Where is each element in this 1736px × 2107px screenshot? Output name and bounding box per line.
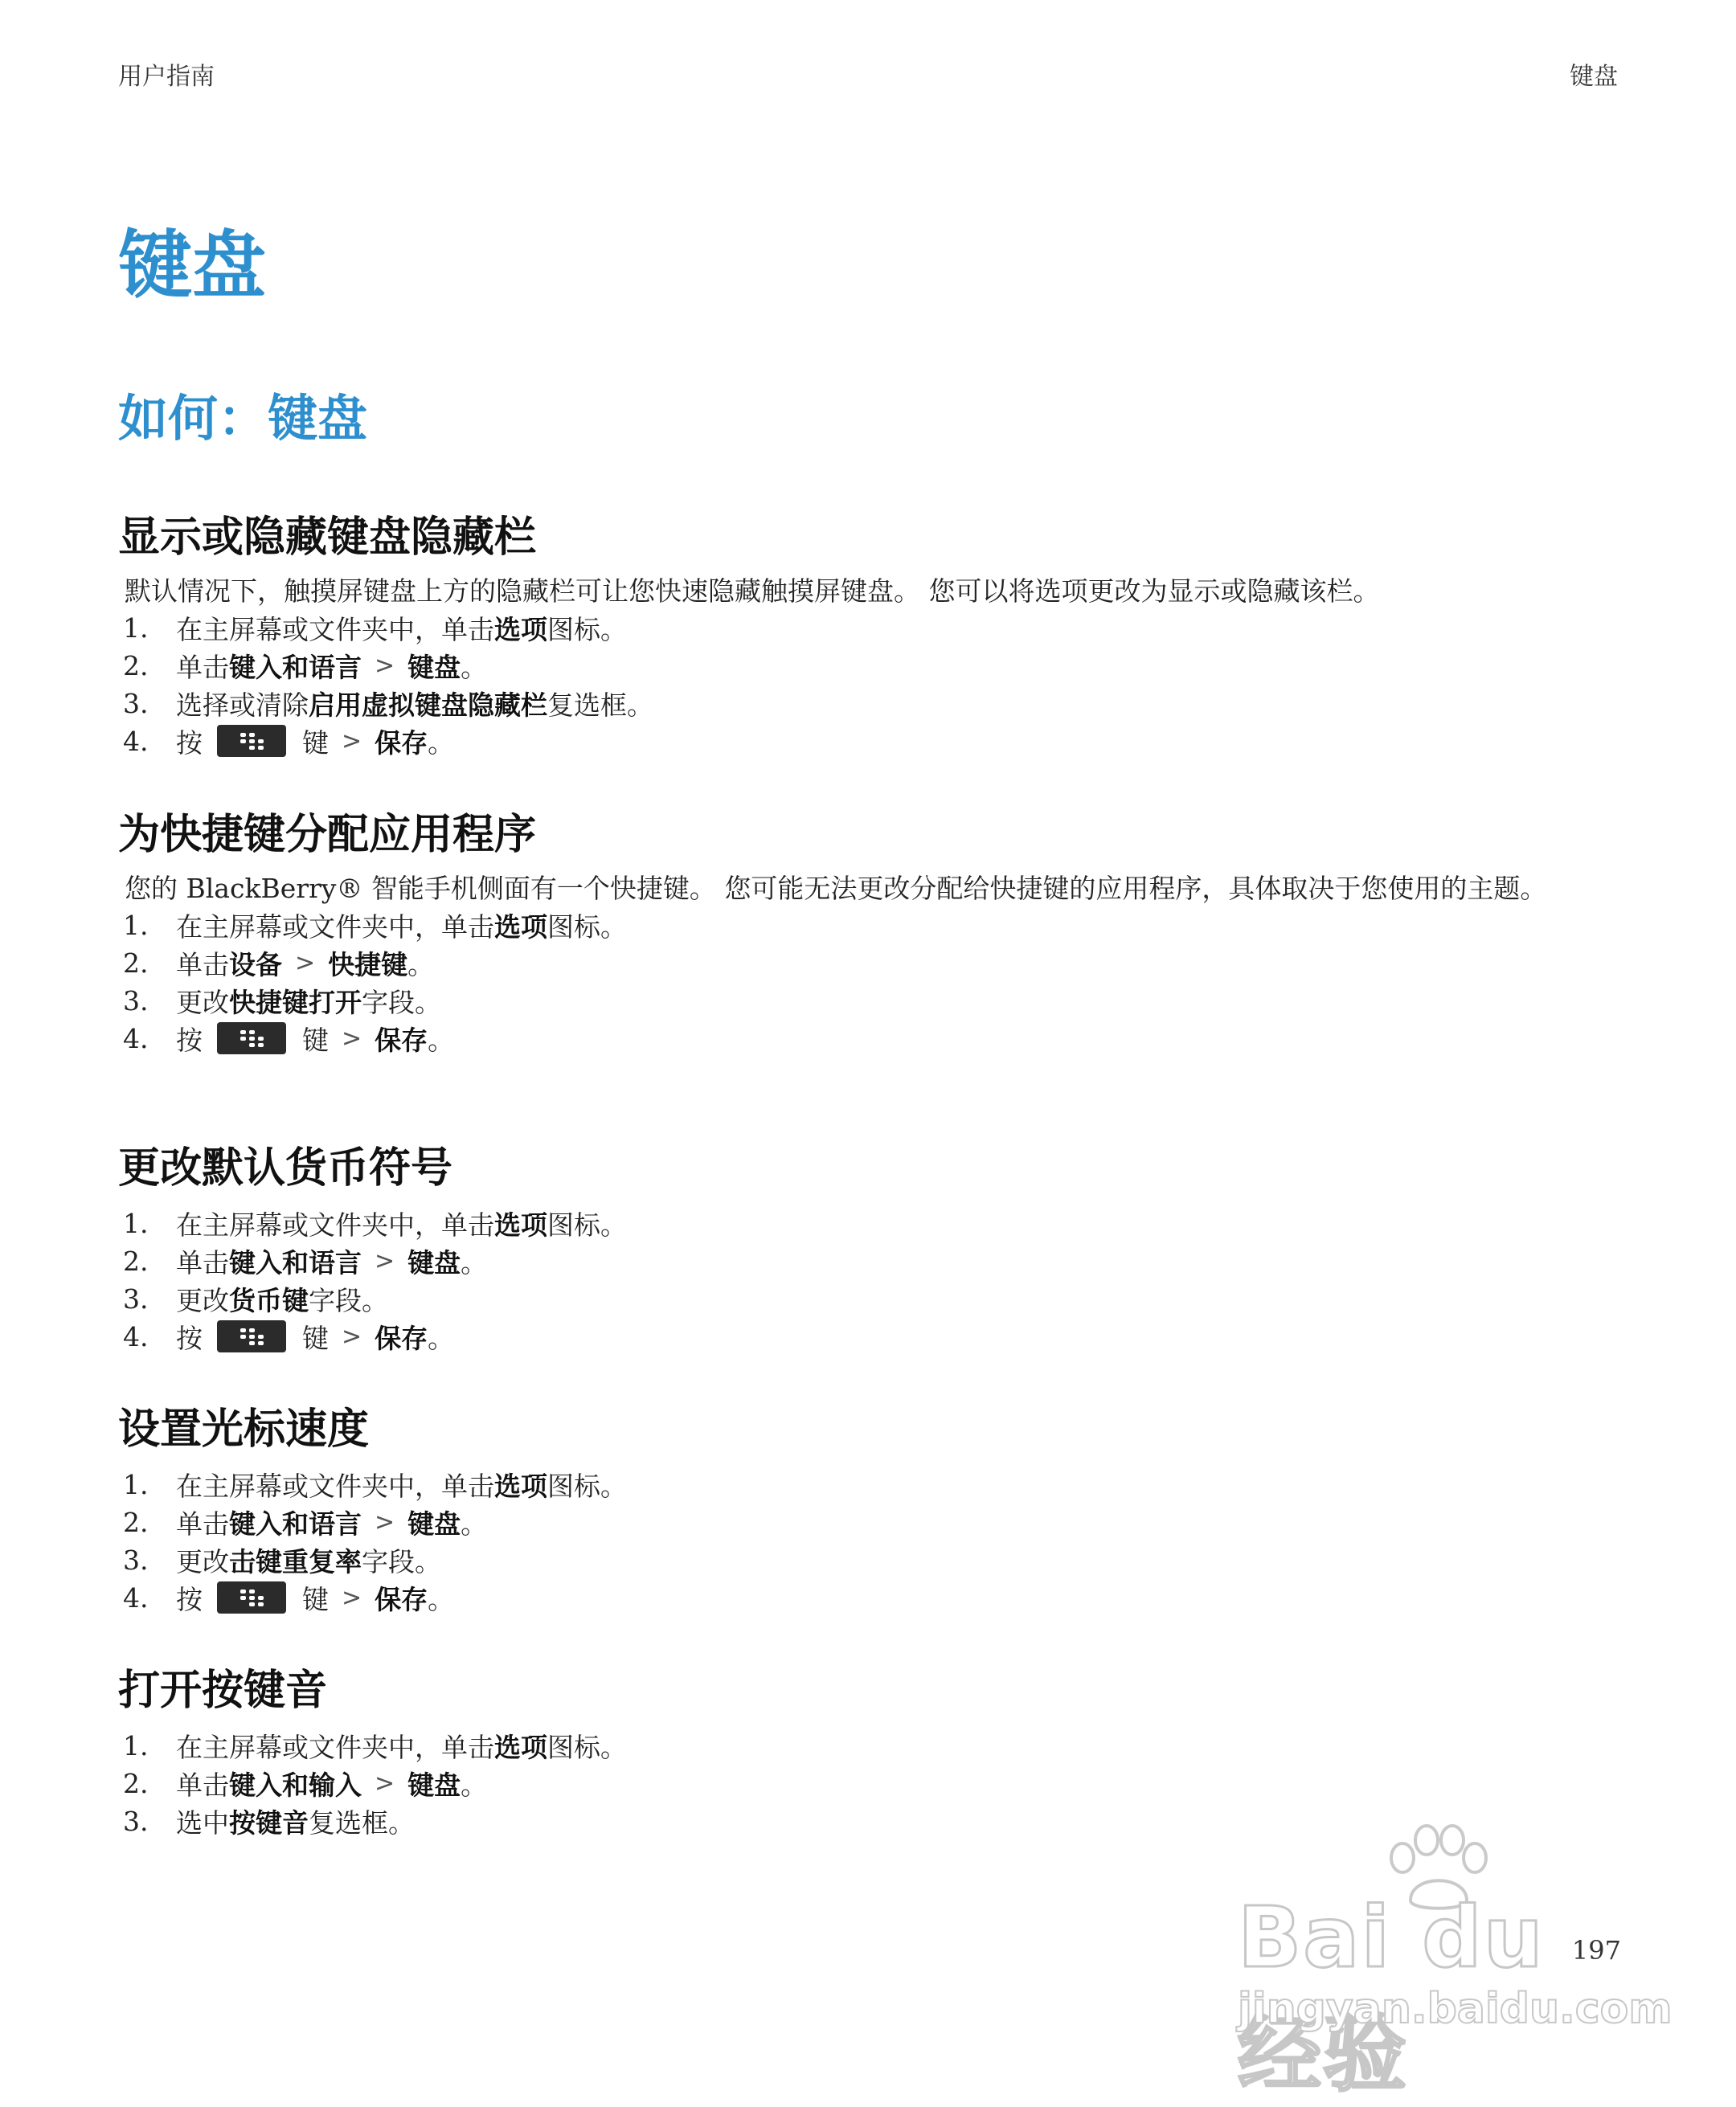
header-chapter: 键盘 [1570, 63, 1618, 91]
step-number: 3. [123, 1544, 149, 1576]
step-number: 1. [123, 1468, 149, 1500]
step-text: 更改 [176, 1284, 229, 1316]
step-text: 。 [428, 1583, 455, 1615]
step-number: 1. [123, 909, 149, 941]
step-item [118, 944, 1621, 982]
step-number: 4. [123, 1022, 149, 1054]
step-number: 3. [123, 1805, 149, 1837]
ui-term: 键盘 [407, 651, 461, 683]
step-text: 字段。 [362, 1545, 441, 1577]
watermark-url: jingyan.baidu.com [1238, 1985, 1673, 2033]
section-title: 如何：键盘 [118, 389, 368, 448]
chevron-right-icon: > [375, 1246, 395, 1275]
step-item [118, 1020, 1621, 1058]
running-header [118, 56, 1618, 92]
chevron-right-icon: > [375, 1769, 395, 1798]
step-text: 更改 [176, 986, 229, 1018]
topic-key-tone [118, 1667, 1621, 1840]
step-text: 单击 [176, 1769, 229, 1801]
step-text: 图标。 [547, 910, 627, 943]
ui-term: 保存 [375, 726, 428, 759]
step-text: 复选框。 [547, 689, 653, 721]
step-text: 单击 [176, 948, 229, 980]
ui-term: 键盘 [407, 1769, 461, 1801]
step-text: 在主屏幕或文件夹中，单击 [176, 1731, 494, 1763]
step-number: 2. [123, 649, 149, 681]
ui-term: 键入和语言 [229, 1246, 362, 1279]
blackberry-menu-key-icon [217, 1581, 286, 1614]
step-text: 图标。 [547, 613, 627, 645]
step-item [118, 982, 1621, 1020]
step-number: 4. [123, 725, 149, 757]
ui-term: 键入和语言 [229, 1508, 362, 1540]
blackberry-menu-key-icon [217, 725, 286, 757]
ui-term: 选项 [494, 613, 547, 645]
step-text: 复选框。 [309, 1806, 415, 1839]
ui-term: 按键音 [229, 1806, 309, 1839]
ui-term: 保存 [375, 1583, 428, 1615]
step-text: 按 [176, 1583, 203, 1615]
ui-term: 保存 [375, 1322, 428, 1354]
step-item [118, 1579, 1621, 1617]
step-list [118, 906, 1621, 1058]
topic-intro: 您的 BlackBerry® 智能手机侧面有一个快捷键。 您可能无法更改分配给快捷键的应用程序，具体取决于您使用的主题。 [125, 872, 1547, 904]
step-text: 按 [176, 1322, 203, 1354]
step-text: 。 [407, 948, 435, 980]
step-item [118, 1727, 1621, 1765]
chevron-right-icon: > [375, 1508, 395, 1536]
chevron-right-icon: > [342, 726, 362, 755]
chevron-right-icon: > [342, 1583, 362, 1612]
step-text: 。 [428, 1322, 455, 1354]
topic-intro: 默认情况下，触摸屏键盘上方的隐藏栏可让您快速隐藏触摸屏键盘。 您可以将选项更改为显示或隐藏该栏。 [125, 575, 1380, 607]
step-text: 更改 [176, 1545, 229, 1577]
step-item [118, 1205, 1621, 1242]
step-number: 1. [123, 612, 149, 644]
ui-term: 快捷键 [328, 948, 408, 980]
step-number: 3. [123, 1283, 149, 1315]
ui-term: 启用虚拟键盘隐藏栏 [309, 689, 547, 721]
step-number: 2. [123, 1245, 149, 1277]
chevron-right-icon: > [342, 1322, 362, 1351]
step-list [118, 609, 1621, 760]
step-item [118, 1466, 1621, 1504]
ui-term: 货币键 [229, 1284, 309, 1316]
step-text: 字段。 [362, 986, 441, 1018]
step-text: 在主屏幕或文件夹中，单击 [176, 910, 494, 943]
topic-title: 更改默认货币符号 [118, 1144, 453, 1193]
step-text: 图标。 [547, 1209, 627, 1241]
topic-cursor-speed [118, 1406, 1621, 1617]
ui-term: 选项 [494, 1470, 547, 1502]
blackberry-menu-key-icon [217, 1320, 286, 1352]
step-text: 字段。 [309, 1284, 388, 1316]
step-text: 图标。 [547, 1731, 627, 1763]
step-text: 单击 [176, 651, 229, 683]
step-item [118, 609, 1621, 647]
step-text: 按 [176, 726, 203, 759]
topic-currency-symbol [118, 1145, 1621, 1356]
step-list [118, 1466, 1621, 1617]
step-item [118, 1318, 1621, 1356]
ui-term: 选项 [494, 910, 547, 943]
step-text: 单击 [176, 1508, 229, 1540]
topic-title: 设置光标速度 [118, 1405, 370, 1454]
step-item [118, 1504, 1621, 1541]
step-text: 在主屏幕或文件夹中，单击 [176, 1209, 494, 1241]
chevron-right-icon: > [375, 651, 395, 680]
step-text: 键 [302, 1322, 329, 1354]
step-number: 1. [123, 1729, 149, 1761]
watermark-logo: Bai du 经验 [1238, 1888, 1545, 2103]
step-text: 选中 [176, 1806, 229, 1839]
step-item [118, 1541, 1621, 1579]
step-text: 在主屏幕或文件夹中，单击 [176, 1470, 494, 1502]
step-item [118, 1280, 1621, 1318]
step-item [118, 647, 1621, 685]
ui-term: 设备 [229, 948, 282, 980]
ui-term: 键入和输入 [229, 1769, 362, 1801]
ui-term: 选项 [494, 1209, 547, 1241]
step-text: 键 [302, 1583, 329, 1615]
step-text: 在主屏幕或文件夹中，单击 [176, 613, 494, 645]
step-text: 选择或清除 [176, 689, 309, 721]
step-number: 4. [123, 1581, 149, 1614]
ui-term: 快捷键打开 [229, 986, 362, 1018]
step-text: 。 [428, 1024, 455, 1056]
step-number: 3. [123, 687, 149, 719]
topic-title: 为快捷键分配应用程序 [118, 811, 537, 859]
step-item [118, 1765, 1621, 1802]
step-item [118, 722, 1621, 760]
step-number: 4. [123, 1320, 149, 1352]
chevron-right-icon: > [295, 948, 316, 977]
step-text: 键 [302, 726, 329, 759]
header-doc-title: 用户指南 [118, 63, 215, 91]
step-text: 。 [461, 1508, 488, 1540]
step-number: 2. [123, 1506, 149, 1538]
step-item [118, 1242, 1621, 1280]
step-list [118, 1727, 1621, 1840]
step-number: 2. [123, 947, 149, 979]
step-list [118, 1205, 1621, 1356]
step-number: 1. [123, 1207, 149, 1239]
step-text: 按 [176, 1024, 203, 1056]
step-number: 3. [123, 984, 149, 1017]
topic-title: 显示或隐藏键盘隐藏栏 [118, 513, 537, 562]
step-text: 。 [428, 726, 455, 759]
step-text: 单击 [176, 1246, 229, 1279]
blackberry-menu-key-icon [217, 1022, 286, 1054]
chevron-right-icon: > [342, 1024, 362, 1053]
step-item [118, 906, 1621, 944]
step-number: 2. [123, 1767, 149, 1799]
ui-term: 键盘 [407, 1246, 461, 1279]
chapter-title: 键盘 [118, 223, 267, 309]
ui-term: 键盘 [407, 1508, 461, 1540]
ui-term: 选项 [494, 1731, 547, 1763]
step-text: 。 [461, 1769, 488, 1801]
page-number: 197 [1571, 1935, 1621, 1966]
ui-term: 保存 [375, 1024, 428, 1056]
topic-title: 打开按键音 [118, 1667, 328, 1715]
step-text: 图标。 [547, 1470, 627, 1502]
topic-show-hide-bar [118, 514, 1621, 760]
ui-term: 键入和语言 [229, 651, 362, 683]
step-text: 。 [461, 651, 488, 683]
ui-term: 击键重复率 [229, 1545, 362, 1577]
step-text: 键 [302, 1024, 329, 1056]
step-item [118, 685, 1621, 722]
step-text: 。 [461, 1246, 488, 1279]
baidu-jingyan-watermark [1238, 1824, 1673, 2103]
topic-convenience-key [118, 812, 1621, 1058]
